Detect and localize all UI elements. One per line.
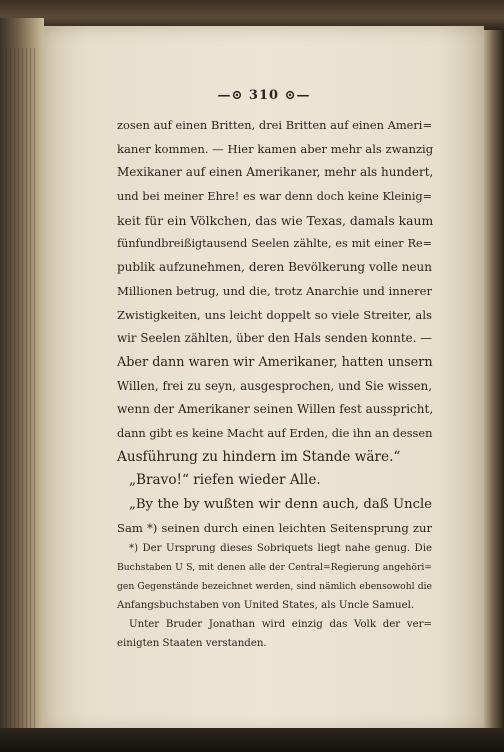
body-line: Ausführung zu hindern im Stande wäre.“ — [117, 448, 401, 465]
body-line: Zwistigkeiten, uns leicht doppelt so viele Streiter, als — [117, 307, 432, 322]
body-text — [117, 114, 432, 540]
body-line: Willen, frei zu seyn, ausgesprochen, und Sie wissen, — [117, 378, 432, 393]
book-bottom-edge — [0, 728, 504, 752]
book-spine — [0, 18, 44, 738]
footnote-line: *) Der Ursprung dieses Sobriquets liegt nahe genug. Die — [129, 543, 432, 554]
book-right-edge — [484, 30, 504, 730]
footnotes — [117, 539, 432, 653]
body-line: „By the by wußten wir denn auch, daß Uncle — [129, 497, 432, 512]
body-line: Aber dann waren wir Amerikaner, hatten unsern — [117, 354, 433, 370]
body-line: fünfundbreißigtausend Seelen zählte, es mit einer Re= — [117, 237, 432, 251]
footnote-line: Unter Bruder Jonathan wird einzig das Volk der ver= — [129, 619, 432, 630]
body-line: „Bravo!“ riefen wieder Alle. — [129, 472, 321, 489]
footnote-line: Anfangsbuchstaben von United States, als Uncle Samuel. — [117, 600, 415, 611]
body-line: wir Seelen zählten, über den Hals senden konnte. — — [117, 331, 432, 346]
body-line: zosen auf einen Britten, drei Britten auf einen Ameri= — [117, 118, 432, 132]
body-line: wenn der Amerikaner seinen Willen fest ausspricht, — [117, 402, 434, 417]
page-number-header: —⊙ 310 ⊙— — [217, 88, 311, 103]
body-line: Sam *) seinen durch einen leichten Seitensprung zur — [117, 520, 432, 535]
body-line: keit für ein Völkchen, das wie Texas, damals kaum — [117, 212, 434, 228]
footnote-line: gen Gegenstände bezeichnet werden, sind nämlich ebensowohl die — [117, 581, 432, 592]
body-line: dann gibt es keine Macht auf Erden, die ihn an dessen — [117, 425, 433, 440]
body-line: kaner kommen. — Hier kamen aber mehr als zwanzig — [117, 141, 434, 156]
body-line: Mexikaner auf einen Amerikaner, mehr als hundert, — [117, 165, 434, 180]
footnote-line: Buchstaben U S, mit denen alle der Central=Regierung angehöri= — [117, 562, 432, 573]
body-line: und bei meiner Ehre! es war denn doch keine Kleinig= — [117, 190, 432, 204]
body-line: Millionen betrug, und die, trotz Anarchie und innerer — [117, 283, 432, 298]
page-stack-edges — [6, 48, 36, 738]
body-line: publik aufzunehmen, deren Bevölkerung volle neun — [117, 260, 432, 275]
footnote-line: einigten Staaten verstanden. — [117, 638, 267, 649]
